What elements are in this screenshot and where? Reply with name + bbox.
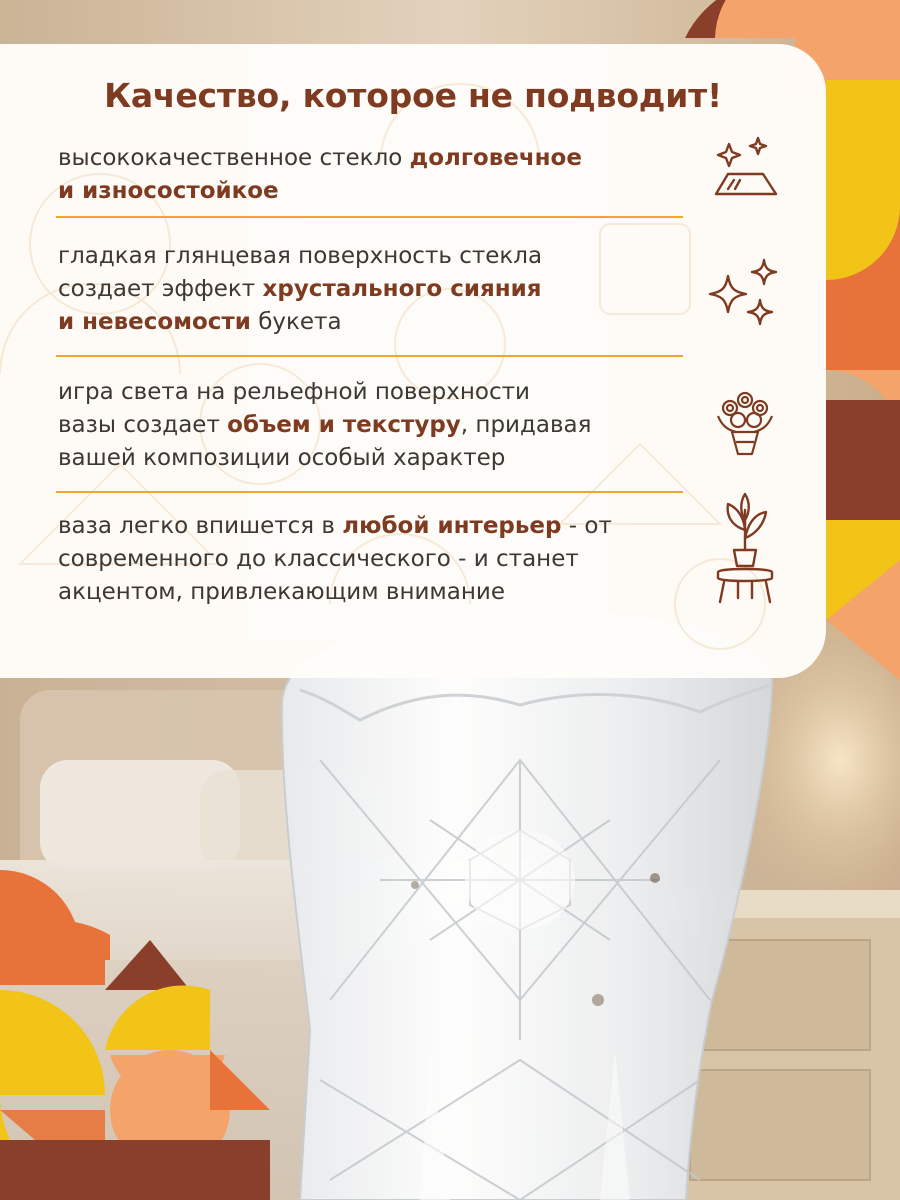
feature-text-segment: создает эффект — [58, 276, 263, 302]
sparkles-icon — [706, 258, 780, 332]
feature-text-segment: гладкая глянцевая поверхность стекла — [58, 243, 543, 269]
feature-texture — [58, 376, 798, 496]
feature-text-highlight: объем и текстуру — [227, 412, 461, 438]
feature-text — [58, 510, 678, 609]
feature-interior — [58, 510, 798, 630]
feature-text-segment: акцентом, привлекающим внимание — [58, 579, 506, 605]
feature-text-segment: современного до классического - и станет — [58, 546, 579, 572]
divider — [56, 216, 683, 218]
feature-text-segment: вазы создает — [58, 412, 228, 438]
page-title: Качество, которое не подводит! — [104, 76, 722, 115]
plant-on-stool-icon — [708, 490, 782, 608]
divider — [56, 491, 683, 493]
bouquet-icon — [708, 386, 782, 460]
feature-text-segment: высококачественное стекло — [58, 145, 410, 171]
feature-text-segment: ваза легко впишется в — [58, 513, 343, 539]
feature-text — [58, 142, 678, 208]
feature-text-segment: букета — [250, 309, 342, 335]
feature-text — [58, 240, 678, 339]
glass-sparkle-icon — [708, 134, 782, 208]
feature-text-segment: , придавая — [460, 412, 592, 438]
feature-text-highlight: хрустального сияния — [262, 276, 542, 302]
info-card — [0, 44, 826, 678]
feature-crystal-shine — [58, 240, 798, 360]
feature-text-highlight: долговечное — [409, 145, 582, 171]
feature-text-segment: вашей композиции особый характер — [58, 445, 506, 471]
feature-text-segment: - от — [561, 513, 612, 539]
feature-text-highlight: и износостойкое — [58, 178, 279, 204]
feature-text-segment: игра света на рельефной поверхности — [58, 379, 530, 405]
feature-text-highlight: любой интерьер — [342, 513, 562, 539]
feature-text — [58, 376, 678, 475]
divider — [56, 355, 683, 357]
feature-text-highlight: и невесомости — [58, 309, 251, 335]
